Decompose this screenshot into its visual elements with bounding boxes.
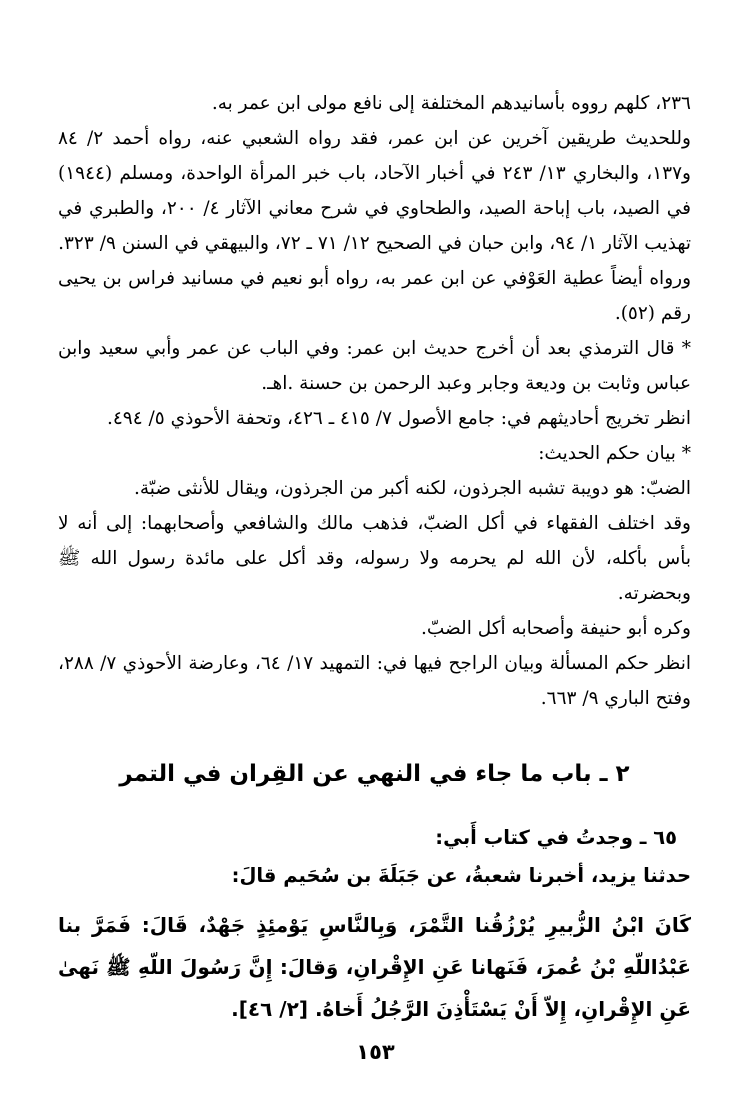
paragraph-4: * قال الترمذي بعد أن أخرج حديث ابن عمر: وفي الباب عن عمر وأبي سعيد وابن عباس وثابت بن وديعة وجابر وعبد الرحمن بن حسنة .اهـ. [58,338,691,394]
paragraph-10: انظر حكم المسألة وبيان الراجح فيها في: التمهيد ١٧/ ٦٤، وعارضة الأحوذي ٧/ ٢٨٨، وفتح الباري ٩/ ٦٦٣. [58,653,692,709]
page-number: ١٥٣ [356,1040,395,1064]
paragraph-1: ٢٣٦، كلهم رووه بأسانيدهم المختلفة إلى نافع مولى ابن عمر به. [211,93,691,114]
hadith-chain: حدثنا يزيد، أخبرنا شعبةُ، عن جَبَلَةَ بن سُحَيم قالَ: [231,864,691,887]
paragraph-8: وقد اختلف الفقهاء في أكل الضبّ، فذهب مالك والشافعي وأصحابهما: إلى أنه لا بأس بأكله، لأن الله لم يحرمه ولا رسوله، وقد أكل على مائدة رسول الله ﷺ وبحضرته. [58,513,691,604]
hadith-title: ٦٥ ـ وجدتُ في كتاب أَبي: [435,826,677,849]
paragraph-9: وكره أبو حنيفة وأصحابه أكل الضبّ. [420,618,691,639]
paragraph-3: ورواه أيضاً عطية العَوْفي عن ابن عمر به، رواه أبو نعيم في مسانيد فراس بن يحيى رقم (٥٢). [58,268,691,324]
hadith-text: كَانَ ابْنُ الزُّبيرِ يُرْزُقُنا التَّمْرَ، وَبِالنَّاسِ يَوْمئِذٍ جَهْدٌ، قَالَ: فَمَرَّ بنا عَبْدُاللّهِ بْنُ عُمرَ، فَنَهانا عَنِ الإِقْرانِ، وَقالَ: إِنَّ رَسُولَ اللّهِ ﷺ نَهىٰ عَنِ الإِقْرانِ، إِلاّ أَنْ يَسْتَأْذِنَ الرَّجُلُ أَخاهُ. [٢/ ٤٦]. [58,913,691,1021]
paragraph-7: الضبّ: هو دويبة تشبه الجرذون، لكنه أكبر من الجرذون، ويقال للأنثى ضبّة. [133,478,691,499]
paragraph-2: وللحديث طريقين آخرين عن ابن عمر، فقد رواه الشعبي عنه، رواه أحمد ٢/ ٨٤ و١٣٧، والبخاري ١٣/ ٢٤٣ في أخبار الآحاد، باب خبر المرأة الواحدة، ومسلم (١٩٤٤) في الصيد، باب إباحة الصيد، والطحاوي في شرح معاني الآثار ٤/ ٢٠٠، والطبري في تهذيب الآثار ١/ ٩٤، وابن حبان في الصحيح ١٢/ ٧١ ـ ٧٢، والبيهقي في السنن ٩/ ٣٢٣. [58,128,692,254]
paragraph-5: انظر تخريج أحاديثهم في: جامع الأصول ٧/ ٤١٥ ـ ٤٢٦، وتحفة الأحوذي ٥/ ٤٩٤. [106,408,691,429]
section-heading: ٢ ـ باب ما جاء في النهي عن القِران في التمر [119,761,630,787]
paragraph-6: * بيان حكم الحديث: [538,443,691,464]
